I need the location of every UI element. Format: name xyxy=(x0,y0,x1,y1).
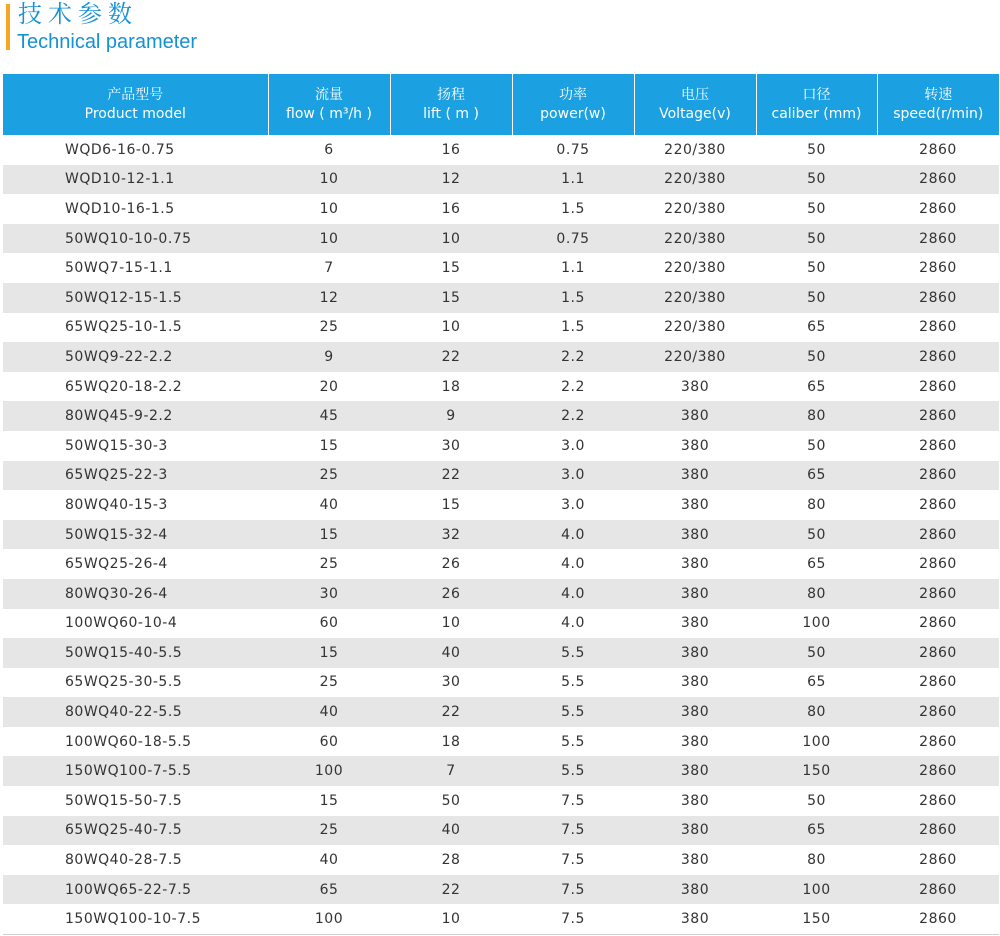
cell-caliber: 50 xyxy=(807,260,826,277)
cell-voltage: 380 xyxy=(634,461,756,491)
cell-power: 4.0 xyxy=(512,579,634,609)
column-header-speed-en: speed(r/min) xyxy=(893,105,984,122)
cell-power: 5.5 xyxy=(512,756,634,786)
table-row xyxy=(3,461,999,491)
cell-flow: 9 xyxy=(268,342,390,372)
cell-model: 80WQ45-9-2.2 xyxy=(3,401,268,431)
cell-power: 1.5 xyxy=(561,319,585,336)
cell-voltage: 380 xyxy=(680,674,710,691)
cell-flow: 40 xyxy=(319,852,339,869)
cell-lift: 16 xyxy=(441,200,461,217)
cell-flow: 60 xyxy=(319,615,339,632)
cell-power: 4.0 xyxy=(561,556,585,573)
cell-lift: 40 xyxy=(390,638,512,668)
cell-flow: 25 xyxy=(268,461,390,491)
cell-lift: 12 xyxy=(390,165,512,195)
cell-caliber: 50 xyxy=(807,792,826,809)
cell-speed: 2860 xyxy=(877,904,999,934)
cell-lift: 10 xyxy=(390,224,512,254)
cell-model: 50WQ10-10-0.75 xyxy=(3,224,268,254)
table-body xyxy=(3,135,999,935)
cell-flow: 60 xyxy=(319,733,339,750)
cell-lift: 22 xyxy=(390,697,512,727)
cell-caliber: 50 xyxy=(756,224,877,254)
cell-caliber: 80 xyxy=(756,579,877,609)
cell-flow: 40 xyxy=(319,496,339,513)
cell-voltage: 380 xyxy=(680,437,710,454)
cell-power: 7.5 xyxy=(561,852,585,869)
cell-lift: 26 xyxy=(441,556,461,573)
cell-speed: 2860 xyxy=(919,556,957,573)
cell-speed: 2860 xyxy=(877,756,999,786)
cell-lift: 10 xyxy=(441,319,461,336)
cell-power: 5.5 xyxy=(561,733,585,750)
cell-voltage: 220/380 xyxy=(664,260,726,277)
cell-power: 4.0 xyxy=(512,520,634,550)
cell-model: 100WQ60-18-5.5 xyxy=(65,733,192,750)
cell-power: 5.5 xyxy=(512,638,634,668)
table-row xyxy=(3,283,999,313)
cell-caliber: 50 xyxy=(756,165,877,195)
column-header-power-cn: 功率 xyxy=(559,86,587,103)
cell-speed: 2860 xyxy=(919,733,957,750)
table-row xyxy=(3,668,999,698)
cell-lift: 22 xyxy=(390,461,512,491)
cell-model: 50WQ15-32-4 xyxy=(3,520,268,550)
cell-voltage: 220/380 xyxy=(664,319,726,336)
table-header xyxy=(3,74,999,135)
cell-power: 0.75 xyxy=(556,141,590,158)
cell-caliber: 65 xyxy=(807,556,826,573)
cell-caliber: 50 xyxy=(756,520,877,550)
cell-flow: 6 xyxy=(324,141,334,158)
cell-speed: 2860 xyxy=(877,461,999,491)
cell-flow: 25 xyxy=(268,816,390,846)
cell-model: 50WQ9-22-2.2 xyxy=(3,342,268,372)
column-header-voltage xyxy=(634,74,756,135)
cell-flow: 15 xyxy=(319,437,339,454)
cell-caliber: 80 xyxy=(807,852,826,869)
cell-voltage: 380 xyxy=(680,852,710,869)
cell-flow: 15 xyxy=(268,638,390,668)
table-row xyxy=(3,431,999,461)
column-header-speed xyxy=(877,74,999,135)
section-heading xyxy=(6,0,406,56)
cell-caliber: 50 xyxy=(756,342,877,372)
cell-speed: 2860 xyxy=(877,224,999,254)
cell-power: 7.5 xyxy=(512,816,634,846)
cell-voltage: 380 xyxy=(680,792,710,809)
cell-lift: 30 xyxy=(441,674,461,691)
cell-flow: 10 xyxy=(268,165,390,195)
cell-model: 80WQ40-28-7.5 xyxy=(65,852,183,869)
table-row xyxy=(3,135,999,165)
cell-power: 1.5 xyxy=(561,200,585,217)
cell-power: 1.1 xyxy=(561,260,585,277)
cell-flow: 10 xyxy=(268,224,390,254)
cell-model: WQD10-16-1.5 xyxy=(65,200,175,217)
cell-model: 65WQ25-10-1.5 xyxy=(65,319,183,336)
cell-flow: 25 xyxy=(319,556,339,573)
column-header-lift-cn: 扬程 xyxy=(437,86,465,103)
cell-flow: 12 xyxy=(268,283,390,313)
cell-caliber: 100 xyxy=(756,875,877,905)
cell-power: 3.0 xyxy=(561,437,585,454)
heading-title-cn: 技术参数 xyxy=(18,0,138,28)
cell-flow: 7 xyxy=(324,260,334,277)
cell-lift: 30 xyxy=(441,437,461,454)
cell-voltage: 380 xyxy=(634,697,756,727)
table-row xyxy=(3,609,999,639)
table-row xyxy=(3,756,999,786)
cell-speed: 2860 xyxy=(919,496,957,513)
cell-flow: 25 xyxy=(319,674,339,691)
cell-lift: 15 xyxy=(441,260,461,277)
column-header-model xyxy=(3,74,268,135)
cell-voltage: 380 xyxy=(680,733,710,750)
table-row xyxy=(3,638,999,668)
cell-speed: 2860 xyxy=(877,283,999,313)
table-row xyxy=(3,549,999,579)
table-row xyxy=(3,342,999,372)
cell-speed: 2860 xyxy=(919,260,957,277)
table-header-row xyxy=(3,74,999,135)
technical-parameter-table xyxy=(3,74,999,935)
cell-voltage: 380 xyxy=(680,496,710,513)
cell-caliber: 150 xyxy=(756,904,877,934)
cell-power: 7.5 xyxy=(561,792,585,809)
cell-lift: 40 xyxy=(390,816,512,846)
cell-power: 5.5 xyxy=(561,674,585,691)
cell-lift: 10 xyxy=(390,904,512,934)
table-row xyxy=(3,727,999,757)
cell-model: 150WQ100-7-5.5 xyxy=(3,756,268,786)
cell-voltage: 380 xyxy=(634,401,756,431)
column-header-caliber-en: caliber (mm) xyxy=(771,105,862,122)
cell-power: 7.5 xyxy=(512,904,634,934)
column-header-lift xyxy=(390,74,512,135)
cell-caliber: 50 xyxy=(756,283,877,313)
cell-speed: 2860 xyxy=(919,792,957,809)
column-header-model-cn: 产品型号 xyxy=(107,86,164,103)
cell-voltage: 380 xyxy=(634,816,756,846)
cell-caliber: 80 xyxy=(756,697,877,727)
cell-speed: 2860 xyxy=(877,875,999,905)
cell-speed: 2860 xyxy=(877,520,999,550)
cell-speed: 2860 xyxy=(919,437,957,454)
cell-lift: 18 xyxy=(441,733,461,750)
column-header-caliber-cn: 口径 xyxy=(802,86,831,103)
cell-caliber: 50 xyxy=(807,200,826,217)
cell-voltage: 220/380 xyxy=(664,200,726,217)
cell-power: 3.0 xyxy=(561,496,585,513)
cell-model: 50WQ15-30-3 xyxy=(65,437,168,454)
cell-flow: 40 xyxy=(268,697,390,727)
cell-speed: 2860 xyxy=(919,674,957,691)
cell-flow: 30 xyxy=(268,579,390,609)
cell-model: WQD6-16-0.75 xyxy=(65,141,175,158)
cell-speed: 2860 xyxy=(877,816,999,846)
cell-power: 1.1 xyxy=(512,165,634,195)
table-row xyxy=(3,253,999,283)
table-row xyxy=(3,224,999,254)
table-row xyxy=(3,816,999,846)
table-row xyxy=(3,520,999,550)
cell-voltage: 380 xyxy=(634,638,756,668)
cell-flow: 15 xyxy=(319,792,339,809)
cell-lift: 15 xyxy=(441,496,461,513)
cell-voltage: 220/380 xyxy=(634,224,756,254)
cell-caliber: 50 xyxy=(807,141,826,158)
cell-power: 2.2 xyxy=(512,342,634,372)
cell-lift: 7 xyxy=(390,756,512,786)
cell-lift: 18 xyxy=(441,378,461,395)
table-row xyxy=(3,165,999,195)
cell-voltage: 380 xyxy=(634,875,756,905)
table-row xyxy=(3,490,999,520)
cell-power: 4.0 xyxy=(561,615,585,632)
column-header-power xyxy=(512,74,634,135)
cell-caliber: 80 xyxy=(756,401,877,431)
column-header-voltage-cn: 电压 xyxy=(681,86,709,103)
cell-lift: 26 xyxy=(390,579,512,609)
cell-speed: 2860 xyxy=(919,319,957,336)
cell-model: 65WQ25-30-5.5 xyxy=(65,674,183,691)
table-row xyxy=(3,313,999,343)
cell-lift: 22 xyxy=(390,342,512,372)
column-header-lift-en: lift ( m ) xyxy=(423,105,479,122)
cell-flow: 100 xyxy=(268,756,390,786)
cell-model: 80WQ40-15-3 xyxy=(65,496,168,513)
cell-model: 65WQ25-40-7.5 xyxy=(3,816,268,846)
cell-model: WQD10-12-1.1 xyxy=(3,165,268,195)
cell-speed: 2860 xyxy=(877,165,999,195)
cell-lift: 50 xyxy=(441,792,461,809)
cell-lift: 10 xyxy=(441,615,461,632)
cell-speed: 2860 xyxy=(919,200,957,217)
column-header-speed-cn: 转速 xyxy=(924,86,953,103)
cell-model: 65WQ25-22-3 xyxy=(3,461,268,491)
cell-caliber: 80 xyxy=(807,496,826,513)
cell-flow: 65 xyxy=(268,875,390,905)
cell-lift: 15 xyxy=(390,283,512,313)
cell-speed: 2860 xyxy=(919,615,957,632)
cell-caliber: 50 xyxy=(756,638,877,668)
cell-power: 0.75 xyxy=(512,224,634,254)
table-row xyxy=(3,786,999,816)
column-header-model-en: Product model xyxy=(84,105,186,122)
cell-voltage: 380 xyxy=(680,556,710,573)
cell-voltage: 380 xyxy=(634,904,756,934)
cell-voltage: 380 xyxy=(634,756,756,786)
cell-caliber: 65 xyxy=(807,674,826,691)
cell-speed: 2860 xyxy=(877,342,999,372)
cell-speed: 2860 xyxy=(919,141,957,158)
cell-speed: 2860 xyxy=(877,579,999,609)
table-row xyxy=(3,904,999,934)
cell-power: 5.5 xyxy=(512,697,634,727)
cell-model: 65WQ20-18-2.2 xyxy=(65,378,183,395)
cell-voltage: 380 xyxy=(634,520,756,550)
cell-lift: 16 xyxy=(441,141,461,158)
cell-power: 7.5 xyxy=(512,875,634,905)
cell-model: 50WQ15-40-5.5 xyxy=(3,638,268,668)
cell-flow: 100 xyxy=(268,904,390,934)
cell-caliber: 65 xyxy=(756,816,877,846)
cell-power: 3.0 xyxy=(512,461,634,491)
cell-voltage: 380 xyxy=(680,615,710,632)
cell-speed: 2860 xyxy=(919,852,957,869)
cell-model: 65WQ25-26-4 xyxy=(65,556,168,573)
cell-flow: 10 xyxy=(319,200,339,217)
cell-speed: 2860 xyxy=(877,697,999,727)
cell-voltage: 380 xyxy=(634,579,756,609)
column-header-flow xyxy=(268,74,390,135)
cell-caliber: 65 xyxy=(807,378,826,395)
cell-voltage: 380 xyxy=(680,378,710,395)
cell-model: 50WQ12-15-1.5 xyxy=(3,283,268,313)
cell-caliber: 50 xyxy=(807,437,826,454)
cell-voltage: 220/380 xyxy=(634,165,756,195)
cell-speed: 2860 xyxy=(877,638,999,668)
column-header-caliber xyxy=(756,74,877,135)
cell-flow: 45 xyxy=(268,401,390,431)
column-header-flow-cn: 流量 xyxy=(315,86,343,103)
cell-voltage: 220/380 xyxy=(634,342,756,372)
cell-model: 150WQ100-10-7.5 xyxy=(3,904,268,934)
cell-caliber: 65 xyxy=(807,319,826,336)
table-row xyxy=(3,845,999,875)
cell-model: 100WQ65-22-7.5 xyxy=(3,875,268,905)
table-row xyxy=(3,401,999,431)
cell-lift: 32 xyxy=(390,520,512,550)
cell-model: 100WQ60-10-4 xyxy=(65,615,178,632)
cell-model: 80WQ30-26-4 xyxy=(3,579,268,609)
cell-voltage: 220/380 xyxy=(634,283,756,313)
cell-power: 2.2 xyxy=(561,378,585,395)
cell-model: 80WQ40-22-5.5 xyxy=(3,697,268,727)
cell-flow: 15 xyxy=(268,520,390,550)
cell-power: 2.2 xyxy=(512,401,634,431)
table-row xyxy=(3,194,999,224)
cell-caliber: 100 xyxy=(802,733,831,750)
cell-lift: 9 xyxy=(390,401,512,431)
column-header-voltage-en: Voltage(v) xyxy=(659,105,731,122)
table-row xyxy=(3,372,999,402)
column-header-power-en: power(w) xyxy=(540,105,606,122)
cell-model: 50WQ15-50-7.5 xyxy=(65,792,183,809)
cell-power: 1.5 xyxy=(512,283,634,313)
table-row xyxy=(3,875,999,905)
cell-caliber: 65 xyxy=(756,461,877,491)
table-row xyxy=(3,697,999,727)
column-header-flow-en: flow ( m³/h ) xyxy=(286,105,372,122)
heading-title-en: Technical parameter xyxy=(17,31,198,53)
cell-lift: 28 xyxy=(441,852,461,869)
cell-caliber: 150 xyxy=(756,756,877,786)
heading-accent-bar xyxy=(6,4,10,50)
cell-speed: 2860 xyxy=(919,378,957,395)
cell-voltage: 220/380 xyxy=(664,141,726,158)
cell-speed: 2860 xyxy=(877,401,999,431)
cell-model: 50WQ7-15-1.1 xyxy=(65,260,173,277)
cell-caliber: 100 xyxy=(802,615,831,632)
table-row xyxy=(3,579,999,609)
cell-flow: 25 xyxy=(319,319,339,336)
cell-lift: 22 xyxy=(390,875,512,905)
cell-flow: 20 xyxy=(319,378,339,395)
